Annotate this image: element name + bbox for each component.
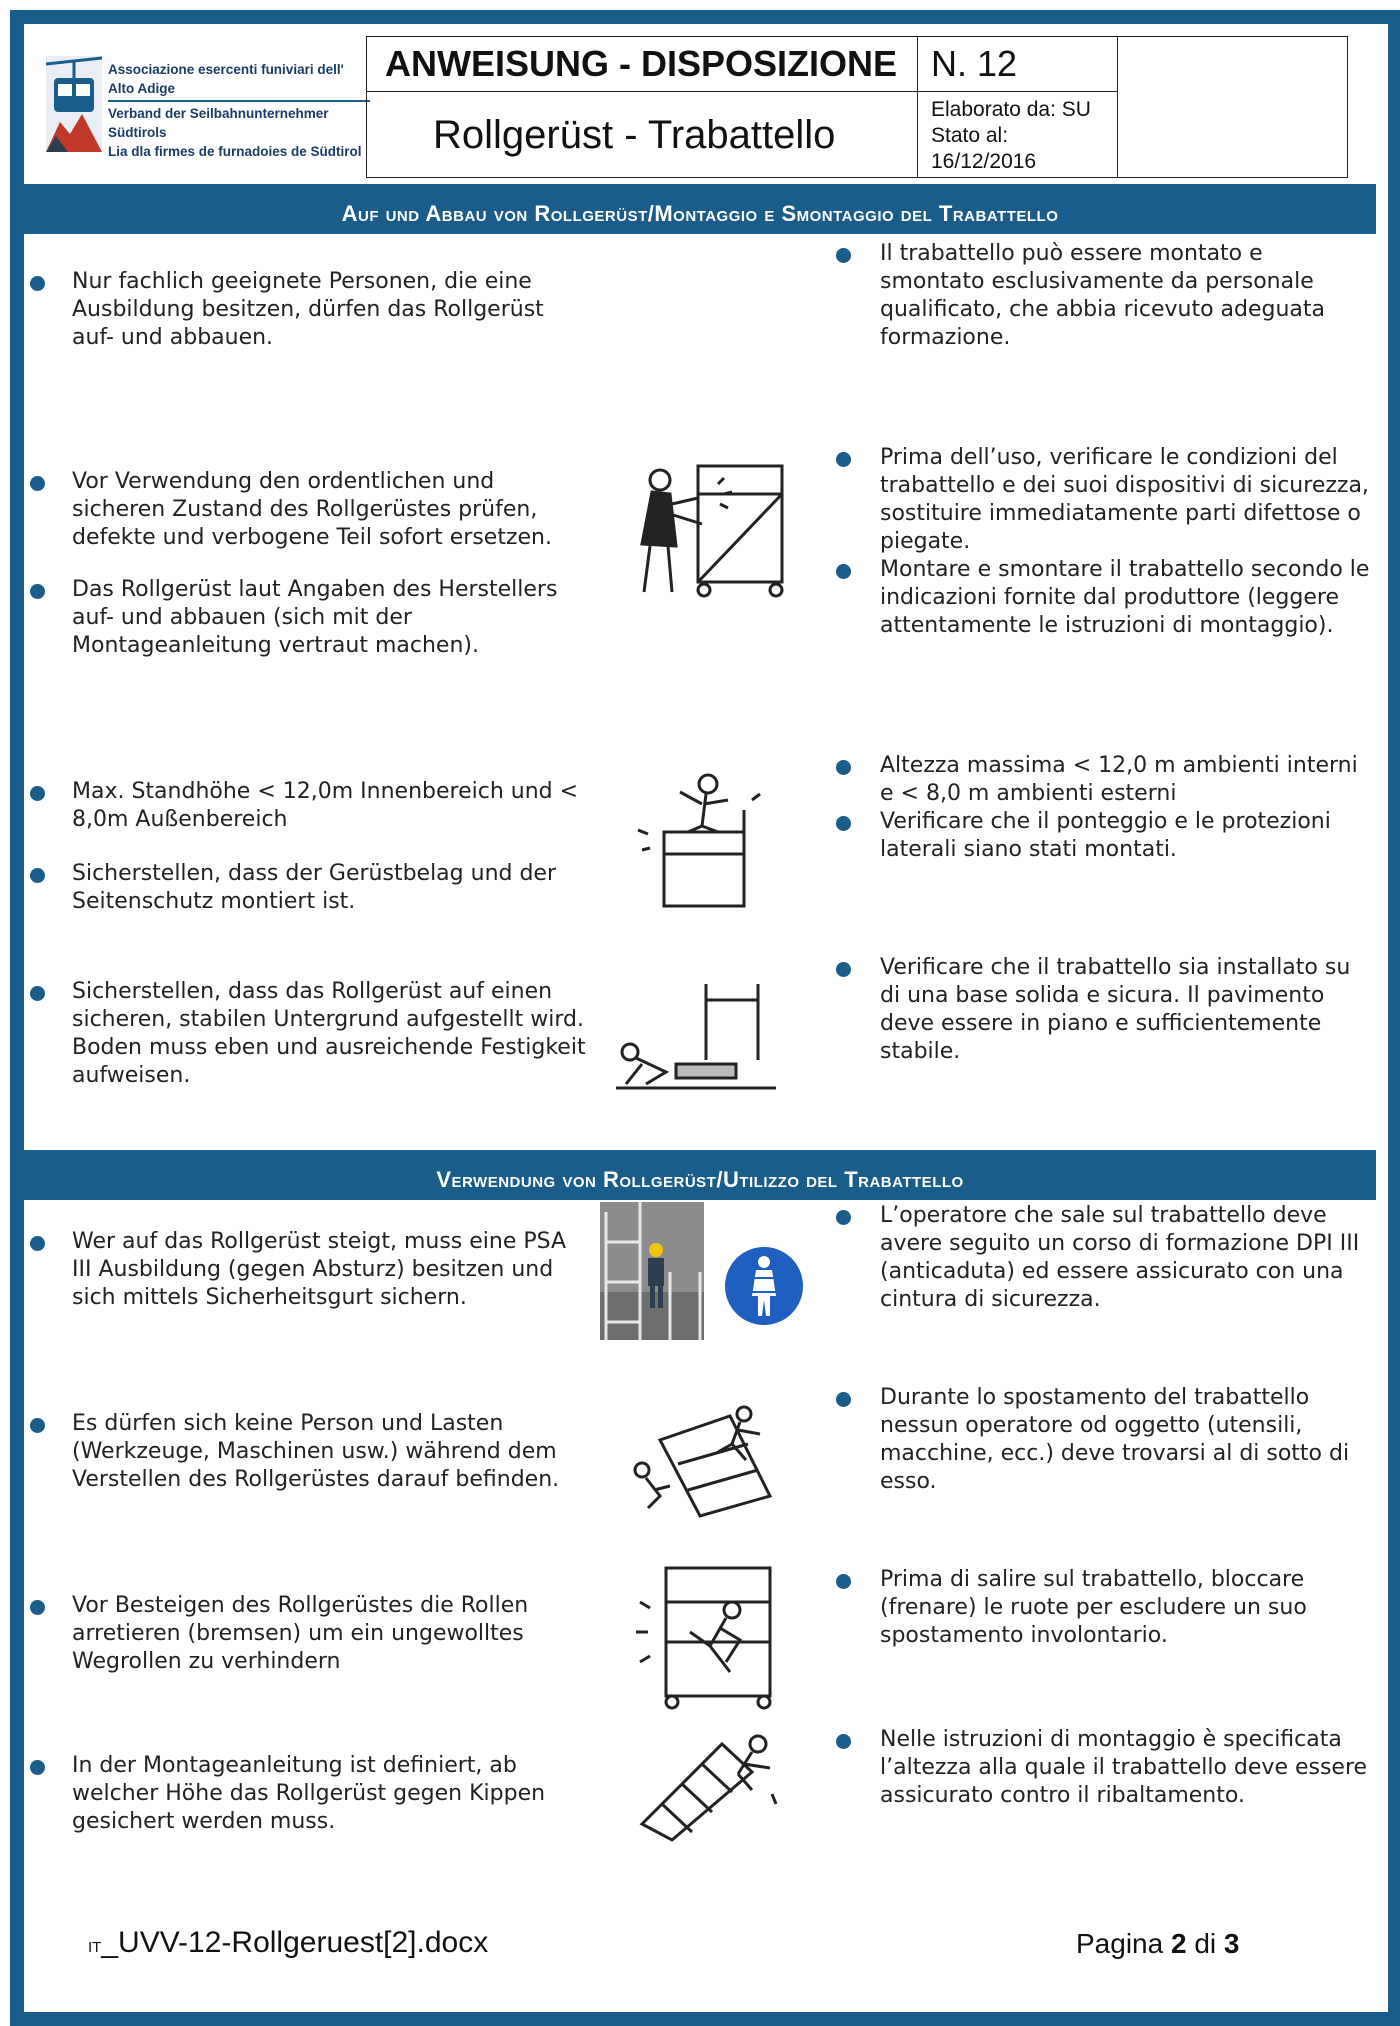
header-title-cell bbox=[367, 37, 918, 177]
s2-row3-de bbox=[72, 1592, 592, 1676]
bullet-icon bbox=[30, 276, 45, 291]
status-date: 16/12/2016 bbox=[931, 150, 1037, 173]
s1-row3-de-text-1: Max. Standhöhe < 12,0m Innenbereich und < 8,0m Außenbereich bbox=[72, 779, 579, 832]
s1-row4-de bbox=[72, 978, 592, 1090]
status-label: Stato al: bbox=[931, 124, 1009, 147]
bullet-icon bbox=[30, 1600, 45, 1615]
s2-row1-de-text: Wer auf das Rollgerüst steigt, muss eine PSA III Ausbildung (gegen Absturz) besitzen und sich mittels Sicherheitsgurt sichern. bbox=[72, 1229, 567, 1310]
bullet-icon bbox=[836, 962, 851, 977]
scaffold-moving-illustration bbox=[620, 1400, 790, 1520]
page-current: 2 bbox=[1170, 1928, 1187, 1959]
s1-row2-de bbox=[72, 468, 592, 660]
page-label: Pagina bbox=[1076, 1928, 1164, 1959]
bullet-icon bbox=[30, 476, 45, 491]
footer-filename bbox=[88, 1926, 488, 1960]
s1-row4-it bbox=[880, 954, 1370, 1066]
s1-row4-it-text: Verificare che il trabattello sia installato su di una base solida e sicura. Il pavimento deve essere in piano e sufficientemente stabile. bbox=[880, 955, 1351, 1064]
s2-row3-de-text: Vor Besteigen des Rollgerüstes die Rollen arretieren (bremsen) um ein ungewolltes Wegrollen zu verhindern bbox=[72, 1593, 529, 1674]
s2-row4-it bbox=[880, 1726, 1370, 1810]
bullet-icon bbox=[30, 1760, 45, 1775]
section-1-banner: Auf und Abbau von Rollgerüst/Montaggio e Smontaggio del Trabattello bbox=[24, 184, 1376, 234]
scaffold-wheel-brake-illustration bbox=[630, 1562, 780, 1710]
s2-row3-it-text: Prima di salire sul trabattello, bloccare (frenare) le ruote per escludere un suo spostamento involontario. bbox=[880, 1567, 1307, 1648]
scaffold-tipping-illustration bbox=[632, 1724, 782, 1842]
s1-row2-it bbox=[880, 444, 1370, 640]
s1-row1-de-text: Nur fachlich geeignete Personen, die eine Ausbildung besitzen, dürfen das Rollgerüst auf- und abbauen. bbox=[72, 269, 544, 350]
bullet-icon bbox=[836, 1574, 851, 1589]
document-title: ANWEISUNG - DISPOSIZIONE bbox=[385, 43, 898, 84]
s2-row2-it-text: Durante lo spostamento del trabattello nessun operatore od oggetto (utensili, macchine, ecc.) deve trovarsi al di sotto di esso. bbox=[880, 1385, 1350, 1494]
document-number: N. 12 bbox=[931, 43, 1018, 84]
logo-line-3: Lia dla firmes de furnadoies de Südtirol bbox=[108, 144, 362, 159]
s1-row3-it bbox=[880, 752, 1370, 864]
association-logo bbox=[46, 56, 368, 160]
s1-row2-de-text-1: Vor Verwendung den ordentlichen und sicheren Zustand des Rollgerüstes prüfen, defekte und verbogene Teil sofort ersetzen. bbox=[72, 469, 552, 550]
bullet-icon bbox=[30, 1236, 45, 1251]
scaffold-inspection-illustration bbox=[632, 454, 792, 602]
bullet-icon bbox=[836, 452, 851, 467]
header-table bbox=[366, 36, 1348, 178]
s2-row4-de-text: In der Montageanleitung ist definiert, ab welcher Höhe das Rollgerüst gegen Kippen gesichert werden muss. bbox=[72, 1753, 546, 1834]
scaffold-height-illustration bbox=[628, 770, 768, 910]
bullet-icon bbox=[30, 786, 45, 801]
s2-row4-it-text: Nelle istruzioni di montaggio è specificata l’altezza alla quale il trabattello deve essere assicurato contro il ribaltamento. bbox=[880, 1727, 1368, 1808]
bullet-icon bbox=[30, 868, 45, 883]
s1-row2-de-text-2: Das Rollgerüst laut Angaben des Herstellers auf- und abbauen (sich mit der Montageanleitung vertraut machen). bbox=[72, 577, 558, 658]
bullet-icon bbox=[836, 760, 851, 775]
s1-row4-de-text: Sicherstellen, dass das Rollgerüst auf einen sicheren, stabilen Untergrund aufgestellt wird. Boden muss eben und ausreichende Festigkeit aufweisen. bbox=[72, 979, 586, 1088]
bullet-icon bbox=[836, 248, 851, 263]
footer-filename-text: _UVV-12-Rollgeruest[2].docx bbox=[101, 1926, 489, 1959]
s1-row2-it-text-1: Prima dell’uso, verificare le condizioni del trabattello e dei suoi dispositivi di sicurezza, sostituire immediatamente parti difettose o piegate. bbox=[880, 445, 1369, 554]
s2-row1-de bbox=[72, 1228, 592, 1312]
s1-row1-it-text: Il trabattello può essere montato e smontato esclusivamente da personale qualificato, che abbia ricevuto adeguata formazione. bbox=[880, 241, 1325, 350]
bullet-icon bbox=[836, 1392, 851, 1407]
footer-prefix: IT bbox=[88, 1939, 102, 1956]
prepared-by: Elaborato da: SU bbox=[931, 98, 1091, 121]
bullet-icon bbox=[30, 584, 45, 599]
s1-row2-it-text-2: Montare e smontare il trabattello secondo le indicazioni fornite dal produttore (leggere attentamente le istruzioni di montaggio). bbox=[880, 557, 1370, 638]
s2-row2-de-text: Es dürfen sich keine Person und Lasten (Werkzeuge, Maschinen usw.) während dem Verstellen des Rollgerüstes darauf befinden. bbox=[72, 1411, 560, 1492]
bullet-icon bbox=[30, 1418, 45, 1433]
page-sep: di bbox=[1194, 1928, 1217, 1959]
s2-row2-it bbox=[880, 1384, 1370, 1496]
cable-car-logo-icon bbox=[46, 56, 102, 152]
s1-row3-it-text-1: Altezza massima < 12,0 m ambienti interni e < 8,0 m ambienti esterni bbox=[880, 753, 1358, 806]
bullet-icon bbox=[836, 1734, 851, 1749]
s1-row3-it-text-2: Verificare che il ponteggio e le protezioni laterali siano stati montati. bbox=[880, 809, 1331, 862]
s2-row2-de bbox=[72, 1410, 592, 1494]
section-2-banner: Verwendung von Rollgerüst/Utilizzo del Trabattello bbox=[24, 1150, 1376, 1200]
bullet-icon bbox=[836, 564, 851, 579]
logo-line-2: Verband der Seilbahnunternehmer Südtirols bbox=[108, 106, 329, 140]
header-meta-cell bbox=[917, 37, 1118, 177]
bullet-icon bbox=[30, 986, 45, 1001]
worker-harness-photo bbox=[600, 1202, 704, 1340]
footer-page-number bbox=[1076, 1928, 1239, 1960]
document-subtitle: Rollgerüst - Trabattello bbox=[433, 113, 836, 157]
s1-row3-de-text-2: Sicherstellen, dass der Gerüstbelag und der Seitenschutz montiert ist. bbox=[72, 861, 557, 914]
s1-row1-it bbox=[880, 240, 1370, 352]
scaffold-ground-illustration bbox=[616, 980, 776, 1090]
s1-row3-de bbox=[72, 778, 592, 916]
harness-mandatory-sign-icon bbox=[722, 1244, 806, 1328]
s2-row4-de bbox=[72, 1752, 592, 1836]
bullet-icon bbox=[836, 1210, 851, 1225]
s2-row1-it bbox=[880, 1202, 1370, 1314]
bullet-icon bbox=[836, 816, 851, 831]
logo-line-1: Associazione esercenti funiviari dell' Alto Adige bbox=[108, 62, 344, 96]
s1-row1-de bbox=[72, 268, 592, 352]
s2-row1-it-text: L’operatore che sale sul trabattello deve avere seguito un corso di formazione DPI III (anticaduta) ed essere assicurato con una cintura di sicurezza. bbox=[880, 1203, 1360, 1312]
page-total: 3 bbox=[1223, 1928, 1240, 1959]
s2-row3-it bbox=[880, 1566, 1370, 1650]
